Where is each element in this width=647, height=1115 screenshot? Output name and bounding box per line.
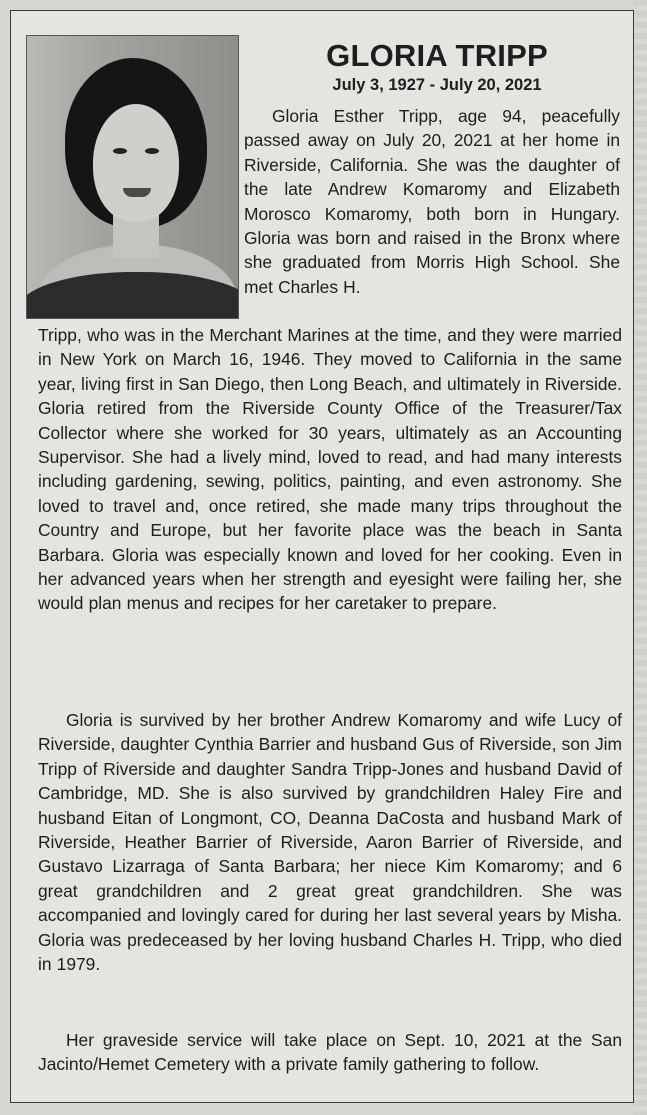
paragraph-1-top-text: Gloria Esther Tripp, age 94, peacefully passed away on July 20, 2021 at her home in Riverside, California. She was the daughter of the late Andrew Komaromy and Elizabeth Morosco Komaromy, both born in Hungary. Gloria was born and raised in the Bronx where she graduated from Morris High School. She met Charles H. [244, 106, 620, 297]
torn-paper-edge [633, 0, 647, 1115]
obituary-clipping [10, 10, 634, 1103]
paragraph-survivors [38, 708, 622, 976]
portrait-photo [26, 35, 239, 319]
life-dates: July 3, 1927 - July 20, 2021 [332, 76, 542, 94]
paragraph-service-text: Her graveside service will take place on Sept. 10, 2021 at the San Jacinto/Hemet Cemetery with a private family gathering to follow. [38, 1030, 622, 1075]
paragraph-1-rest [38, 323, 622, 616]
paragraph-1-rest-text: Tripp, who was in the Merchant Marines at the time, and they were married in New York on March 16, 1946. They moved to California in the same year, living first in San Diego, then Long Beach, and ultimately in Riverside. Gloria retired from the Riverside County Office of the Treasurer/Tax Collector where she worked for 30 years, ultimately as an Accounting Supervisor. She had a lively mind, loved to read, and had many interests including gardening, sewing, politics, painting, and even astronomy. She loved to travel and, once retired, she made many trips throughout the Country and Europe, but her favorite place was the beach in Santa Barbara. Gloria was especially known and loved for her cooking. Even in her advanced years when her strength and eyesight were failing her, she would plan menus and recipes for her caretaker to prepare. [38, 325, 622, 614]
paragraph-survivors-text: Gloria is survived by her brother Andrew Komaromy and wife Lucy of Riverside, daughter Cynthia Barrier and husband Gus of Riverside, son Jim Tripp of Riverside and daughter Sandra Tripp-Jones and husband David of Cambridge, MD. She is also survived by grandchildren Haley Fire and husband Eitan of Longmont, CO, Deanna DaCosta and husband Mark of Riverside, Heather Barrier of Riverside, Aaron Barrier of Riverside, and Gustavo Lizarraga of Santa Barbara; her niece Kim Komaromy; and 6 great grandchildren and 2 great great grandchildren. She was accompanied and lovingly cared for during her last several years by Misha. Gloria was predeceased by her loving husband Charles H. Tripp, who died in 1979. [38, 710, 622, 975]
paragraph-1-top [244, 104, 620, 299]
paragraph-service [38, 1028, 622, 1077]
obituary-name: GLORIA TRIPP [326, 38, 548, 73]
